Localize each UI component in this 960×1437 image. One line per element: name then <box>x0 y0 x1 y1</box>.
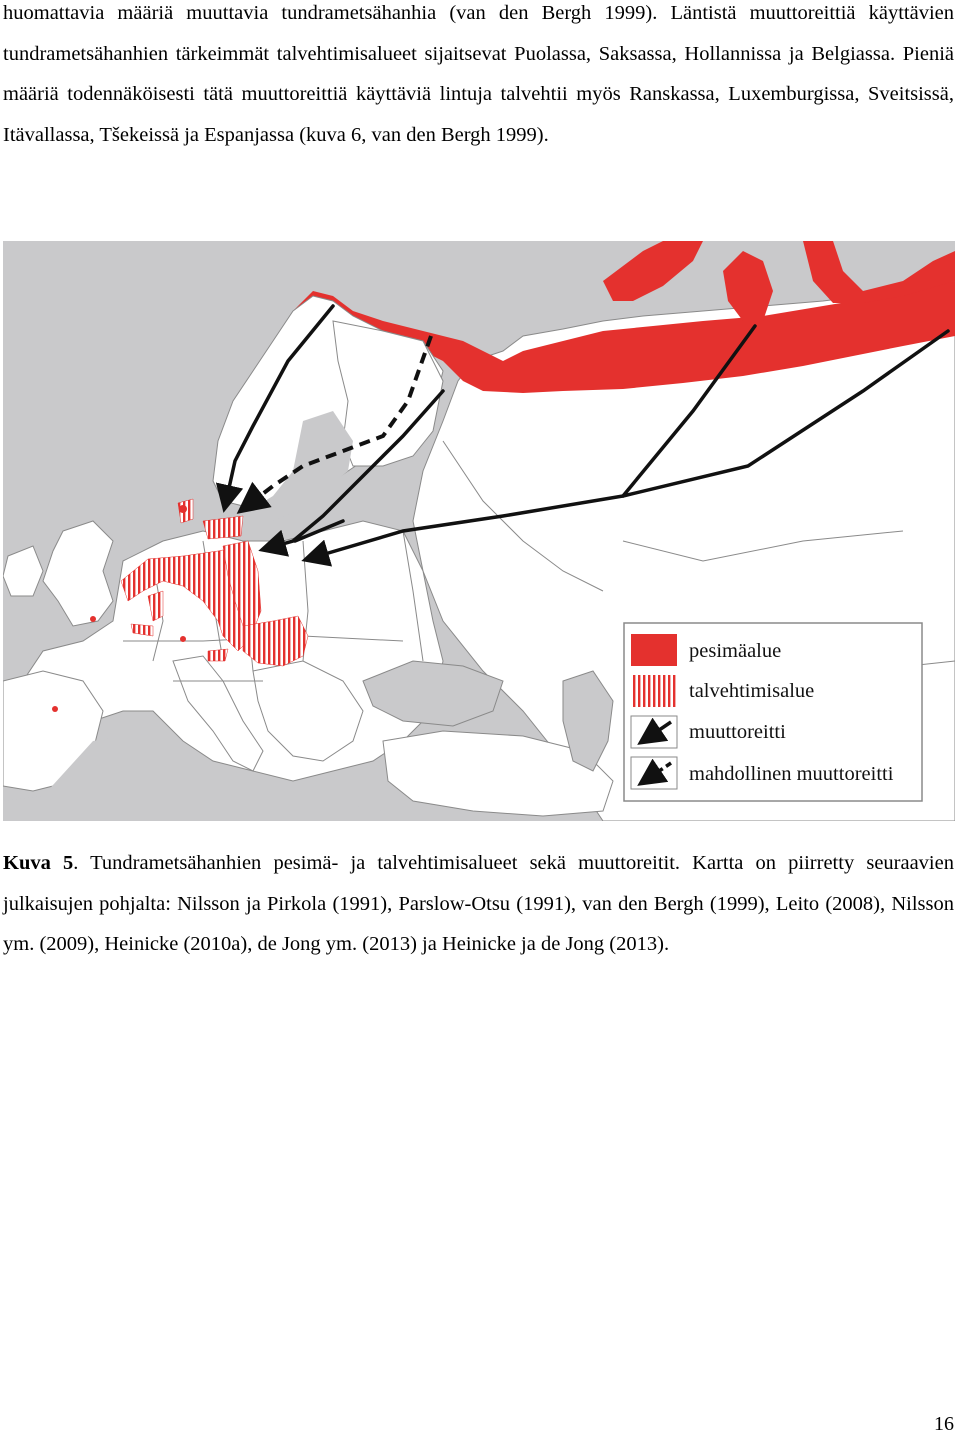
legend-label-route: muuttoreitti <box>689 721 786 743</box>
wintering-spot-spain <box>52 706 58 712</box>
wintering-spot-sweden <box>179 505 187 513</box>
legend-label-wintering: talvehtimisalue <box>689 680 815 702</box>
figure-label: Kuva 5 <box>3 852 74 874</box>
migration-map-figure <box>3 241 955 821</box>
wintering-spot-western <box>90 616 96 622</box>
figure-caption <box>3 843 954 965</box>
legend-swatch-breeding <box>631 634 677 666</box>
legend-label-breeding: pesimäalue <box>689 640 782 662</box>
body-paragraph: huomattavia määriä muuttavia tundrametsähanhia (van den Bergh 1999). Läntistä muuttoreittiä käyttävien tundrametsähanhien tärkeimmät talvehtimisalueet sijaitsevat Puolassa, Saksassa, Hollannissa ja Belgiassa. Pieniä määriä todennäköisesti tätä muuttoreittiä käyttäviä lintuja talvehtii myös Ranskassa, Luxemburgissa, Sveitsissä, Itävallassa, Tšekeissä ja Espanjassa (kuva 6, van den Bergh 1999). <box>3 2 954 147</box>
legend-label-possible-route: mahdollinen muuttoreitti <box>689 763 894 785</box>
figure-caption-text: . Tundrametsähanhien pesimä- ja talvehtimisalueet sekä muuttoreitit. Kartta on piirretty seuraavien julkaisujen pohjalta: Nilsson ja Pirkola (1991), Parslow-Otsu (1991), van den Bergh (1999), Leito (2008), Nilsson ym. (2009), Heinicke (2010a), de Jong ym. (2013) ja Heinicke ja de Jong (2013). <box>3 852 954 956</box>
map-legend <box>624 623 922 801</box>
wintering-area-austria <box>208 649 228 661</box>
page-number: 16 <box>934 1413 954 1435</box>
wintering-spot-alps <box>180 636 186 642</box>
legend-swatch-wintering <box>631 675 677 707</box>
